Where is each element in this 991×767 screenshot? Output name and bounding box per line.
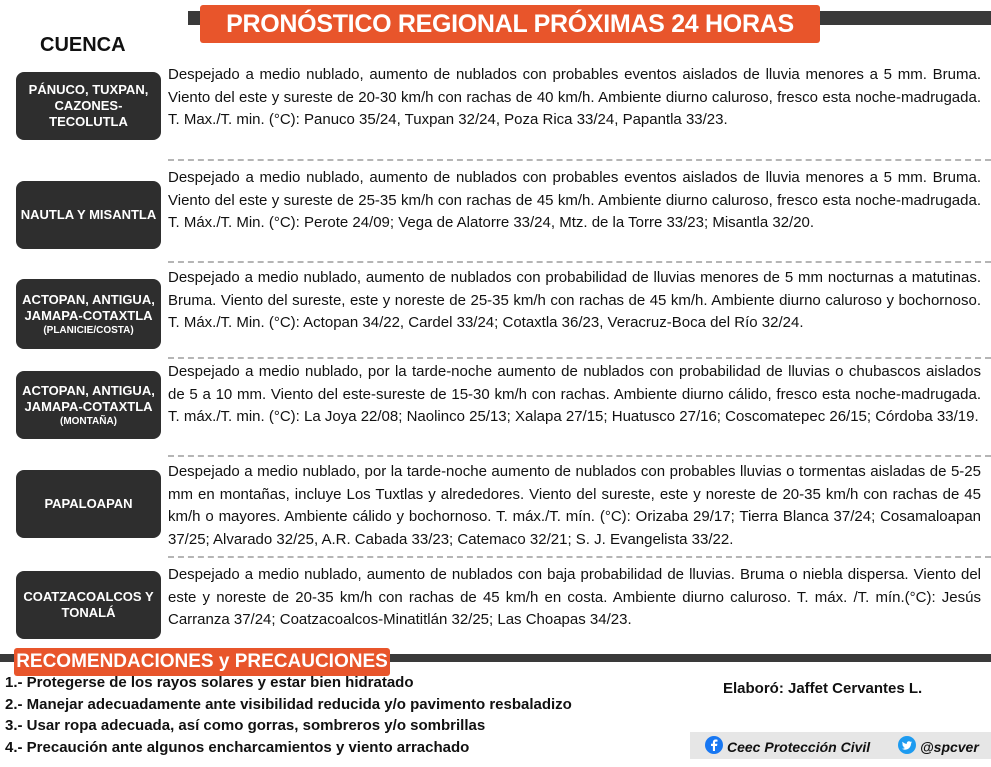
twitter-icon: [898, 736, 916, 757]
forecast-actopan-planicie: Despejado a medio nublado, aumento de nublados con probabilidad de lluvias menores de 5 mm nocturnas a matutinas. Bruma. Viento del sureste, este y noreste de 25-35 km/h con rachas de 45 km/h. Ambiente diurno caluroso y bochornoso. T. Máx./T. Min. (°C): Actopan 34/22, Cardel 33/24; Cotaxtla 36/23, Veracruz-Boca del Río 32/24.: [168, 269, 981, 331]
recommendation-item: 1.- Protegerse de los rayos solares y estar bien hidratado: [5, 674, 414, 691]
row-divider: [168, 556, 991, 558]
forecast-papaloapan: Despejado a medio nublado, por la tarde-noche aumento de nublados con probables lluvias o tormentas aisladas de 5-25 mm en montañas, incluye Los Tuxtlas y alrededores. Viento del sureste, este y noreste de 20-35 km/h con rachas de 45 km/h o mayores. Ambiente cálido y bochornoso. T. máx./T. mín. (°C): Orizaba 29/17; Tierra Blanca 37/24; Cosamaloapan 37/25; Alvarado 32/25, A.R. Cabada 33/23; Catemaco 32/21; S. J. Evangelista 33/22.: [168, 463, 981, 548]
region-sub: (PLANICIE/COSTA): [43, 324, 134, 336]
recommendation-item: 2.- Manejar adecuadamente ante visibilidad reducida y/o pavimento resbaladizo: [5, 695, 572, 713]
forecast-coatzacoalcos: Despejado a medio nublado, aumento de nublados con baja probabilidad de lluvias. Bruma o niebla dispersa. Viento del este y noreste de 20-35 km/h con rachas de 45 km/h en costa. Ambiente diurno caluroso. T. máx. /T. mín.(°C): Jesús Carranza 37/24; Coatzacoalcos-Minatitlán 32/25; Las Choapas 34/23.: [168, 566, 981, 628]
region-sub: (MONTAÑA): [59, 415, 118, 427]
region-name: ACTOPAN, ANTIGUA, JAMAPA-COTAXTLA: [22, 382, 155, 414]
row-divider: [168, 159, 991, 161]
forecast-nautla: Despejado a medio nublado, aumento de nublados con probables eventos aislados de lluvia menores a 5 mm. Bruma. Viento del este y sureste de 25-35 km/h con rachas de 45 km/h. Ambiente diurno caluroso, fresco esta noche-madrugada. T. Máx./T. Min. (°C): Perote 24/09; Vega de Alatorre 33/24, Mtz. de la Torre 33/23; Misantla 32/20.: [168, 169, 981, 231]
region-label-panuco: [16, 72, 161, 140]
page-title: PRONÓSTICO REGIONAL PRÓXIMAS 24 HORAS: [200, 5, 820, 43]
recommendation-item: 4.- Precaución ante algunos encharcamientos y viento arrachado: [5, 738, 470, 756]
row-divider: [168, 261, 991, 263]
row-divider: [168, 357, 991, 359]
recommendation-item: 3.- Usar ropa adecuada, así como gorras, sombreros y/o sombrillas: [5, 717, 486, 734]
facebook-link[interactable]: [705, 736, 870, 757]
recommendations-list: [5, 672, 645, 758]
author-credit: Elaboró: Jaffet Cervantes L.: [723, 680, 923, 697]
twitter-link[interactable]: [898, 736, 979, 757]
facebook-label: Ceec Protección Civil: [727, 738, 871, 755]
forecast-actopan-montana: Despejado a medio nublado, por la tarde-noche aumento de nublados con probabilidad de lluvias o chubascos aislados de 5 a 10 mm. Viento del este-sureste de 15-30 km/h con rachas. Ambiente diurno cálido, fresco esta noche-madrugada. T. máx./T. min. (°C): La Joya 22/08; Naolinco 25/13; Xalapa 27/15; Huatusco 27/16; Coscomatepec 26/15; Córdoba 33/19.: [168, 363, 981, 425]
region-name: PÁNUCO, TUXPAN, CAZONES-TECOLUTLA: [28, 82, 149, 129]
recommendations-title: RECOMENDACIONES y PRECAUCIONES: [14, 648, 390, 676]
row-divider: [168, 455, 991, 457]
region-label-nautla: [16, 181, 161, 249]
region-name: PAPALOAPAN: [44, 496, 133, 511]
facebook-icon: [705, 736, 723, 757]
twitter-label: @spcver: [920, 738, 979, 755]
region-label-coatzacoalcos: [16, 571, 161, 639]
region-name: ACTOPAN, ANTIGUA, JAMAPA-COTAXTLA: [22, 291, 155, 323]
region-label-actopan-montana: [16, 371, 161, 439]
cuenca-column-label: CUENCA: [40, 34, 126, 56]
region-label-papaloapan: [16, 470, 161, 538]
region-name: COATZACOALCOS Y TONALÁ: [23, 589, 154, 620]
forecast-panuco: Despejado a medio nublado, aumento de nublados con probables eventos aislados de lluvia menores a 5 mm. Bruma. Viento del este y sureste de 20-30 km/h con rachas de 40 km/h. Ambiente diurno caluroso, fresco esta noche-madrugada. T. Max./T. min. (°C): Panuco 35/24, Tuxpan 32/24, Poza Rica 33/24, Papantla 33/23.: [168, 66, 981, 128]
region-label-actopan-planicie: [16, 279, 161, 349]
region-name: NAUTLA Y MISANTLA: [20, 207, 157, 222]
